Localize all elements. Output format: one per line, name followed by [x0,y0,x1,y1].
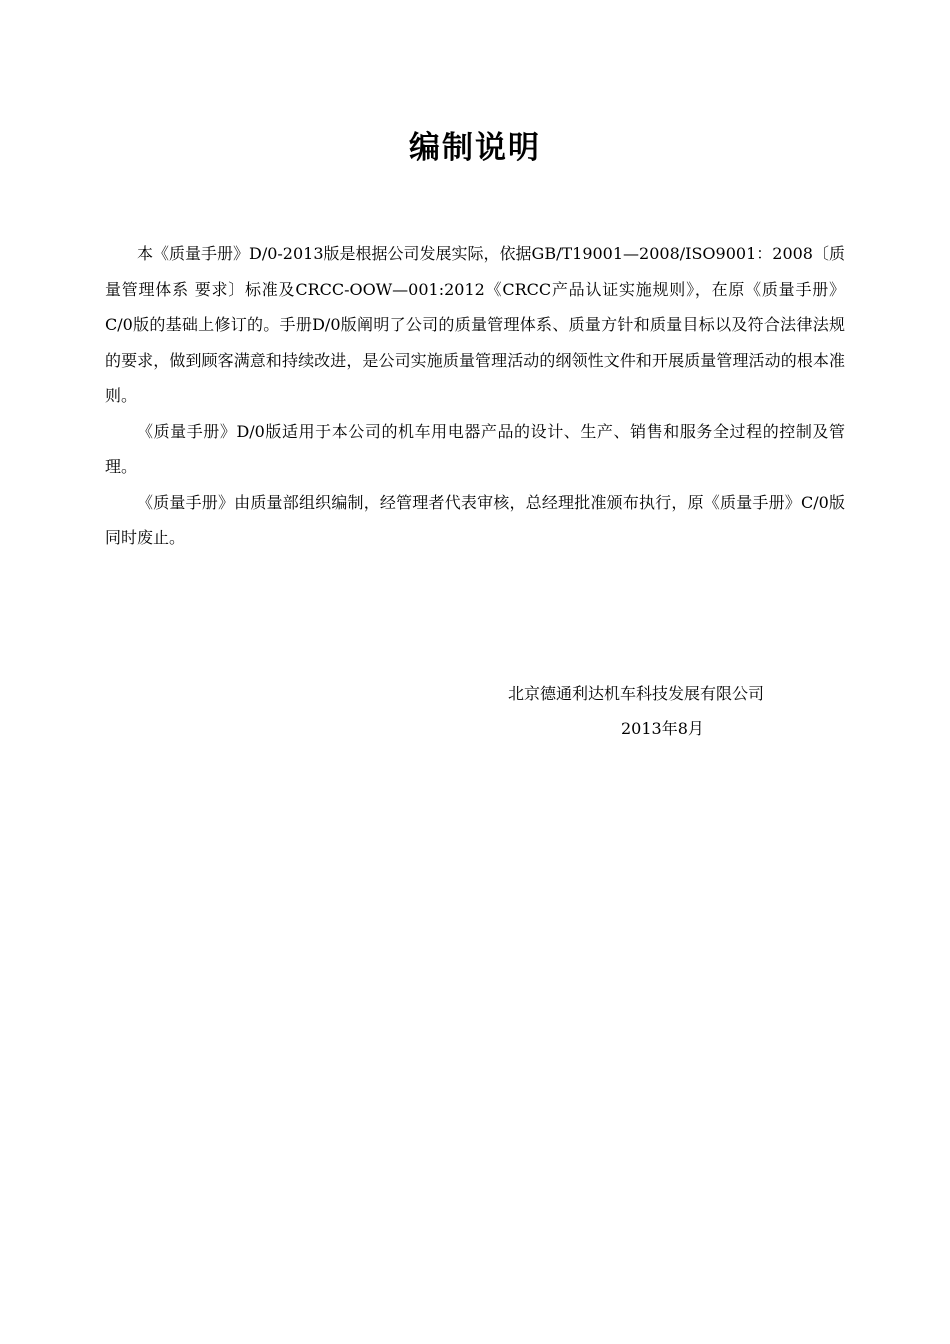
document-title: 编制说明 [409,130,541,166]
document-body [105,236,845,556]
company-name: 北京德通利达机车科技发展有限公司 [508,684,765,703]
paragraph-revision-basis: 本《质量手册》D/0-2013版是根据公司发展实际，依据GB/T19001—2008/ISO9001：2008〔质量管理体系 要求〕标准及CRCC-OOW—001:2012《CRCC产品认证实施规则》，在原《质量手册》C/0版的基础上修订的。手册D/0版阐明了公司的质量管理体系、质量方针和质量目标以及符合法律法规的要求，做到顾客满意和持续改进，是公司实施质量管理活动的纲领性文件和开展质量管理活动的根本准则。 [105,244,845,405]
paragraph-scope: 《质量手册》D/0版适用于本公司的机车用电器产品的设计、生产、销售和服务全过程的控制及管理。 [105,421,845,476]
issue-date: 2013年8月 [621,719,704,738]
paragraph-approval: 《质量手册》由质量部组织编制，经管理者代表审核，总经理批准颁布执行，原《质量手册》C/0版同时废止。 [105,492,845,547]
